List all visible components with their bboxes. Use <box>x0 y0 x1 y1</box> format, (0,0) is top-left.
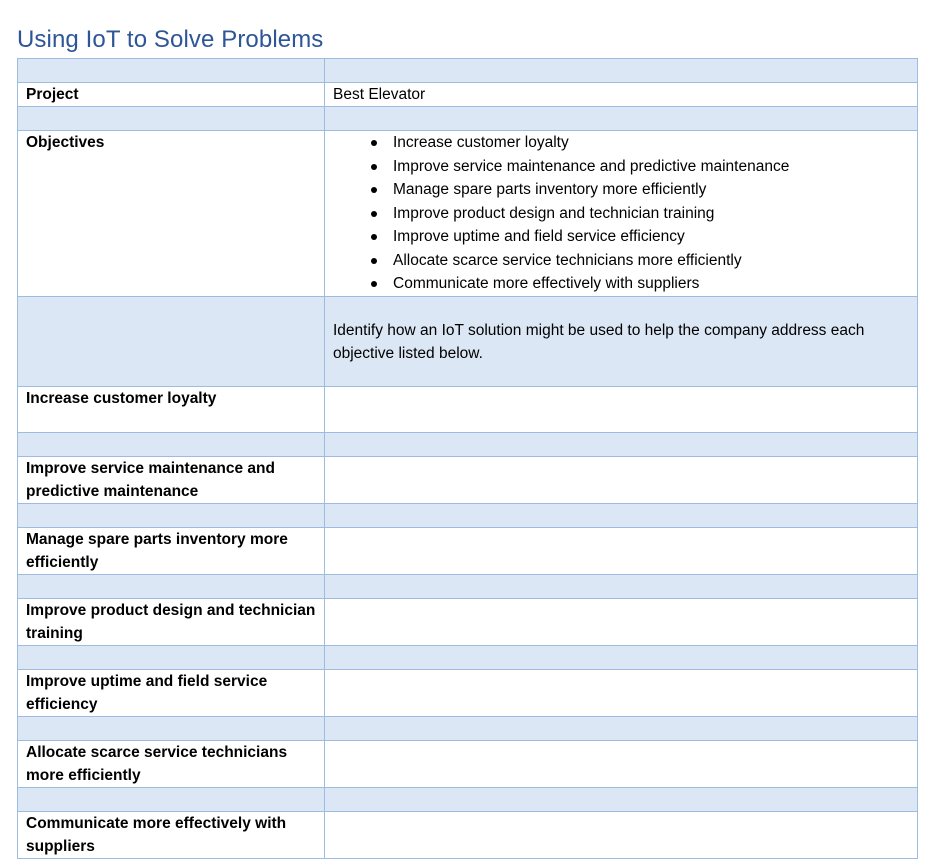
spacer-row <box>18 787 918 811</box>
objective-item: Improve service maintenance and predictive maintenance <box>393 155 909 179</box>
instruction-blank-cell <box>18 296 325 386</box>
spacer-row <box>18 574 918 598</box>
objective-item: Manage spare parts inventory more efficiently <box>393 178 909 202</box>
page-title: Using IoT to Solve Problems <box>17 26 324 54</box>
spacer-row <box>18 107 918 131</box>
project-row <box>18 83 918 107</box>
instruction-row <box>18 296 918 386</box>
objective-item: Allocate scarce service technicians more efficiently <box>393 249 909 273</box>
spacer-row <box>18 716 918 740</box>
answer-input-cell[interactable] <box>325 386 918 432</box>
answer-input-cell[interactable] <box>325 811 918 858</box>
answer-row-label: Improve uptime and field service efficiency <box>18 669 325 716</box>
answer-row-label: Communicate more effectively with suppliers <box>18 811 325 858</box>
answer-input-cell[interactable] <box>325 527 918 574</box>
instruction-text: Identify how an IoT solution might be used to help the company address each objective listed below. <box>333 321 865 362</box>
worksheet-table <box>17 58 918 859</box>
answer-row <box>18 527 918 574</box>
answer-input-cell[interactable] <box>325 456 918 503</box>
answer-row <box>18 456 918 503</box>
answer-row <box>18 811 918 858</box>
answer-row-label: Allocate scarce service technicians more efficiently <box>18 740 325 787</box>
spacer-row <box>18 645 918 669</box>
spacer-row <box>18 432 918 456</box>
objectives-list-cell[interactable] <box>325 131 918 297</box>
answer-input-cell[interactable] <box>325 740 918 787</box>
objectives-row <box>18 131 918 297</box>
objectives-label: Objectives <box>18 131 325 297</box>
objective-item: Increase customer loyalty <box>393 131 909 155</box>
answer-row-label: Manage spare parts inventory more efficiently <box>18 527 325 574</box>
answer-row-label: Improve product design and technician training <box>18 598 325 645</box>
objective-item: Improve product design and technician training <box>393 202 909 226</box>
answer-row <box>18 598 918 645</box>
project-value[interactable]: Best Elevator <box>325 83 918 107</box>
objectives-list <box>333 131 909 296</box>
spacer-row <box>18 59 918 83</box>
answer-row <box>18 740 918 787</box>
objective-item: Communicate more effectively with suppliers <box>393 272 909 296</box>
answer-input-cell[interactable] <box>325 598 918 645</box>
answer-row-label: Increase customer loyalty <box>18 386 325 432</box>
answer-row <box>18 386 918 432</box>
objective-item: Improve uptime and field service efficiency <box>393 225 909 249</box>
answer-row-label: Improve service maintenance and predictive maintenance <box>18 456 325 503</box>
instruction-cell <box>325 296 918 386</box>
answer-input-cell[interactable] <box>325 669 918 716</box>
spacer-row <box>18 503 918 527</box>
answer-row <box>18 669 918 716</box>
project-label: Project <box>18 83 325 107</box>
